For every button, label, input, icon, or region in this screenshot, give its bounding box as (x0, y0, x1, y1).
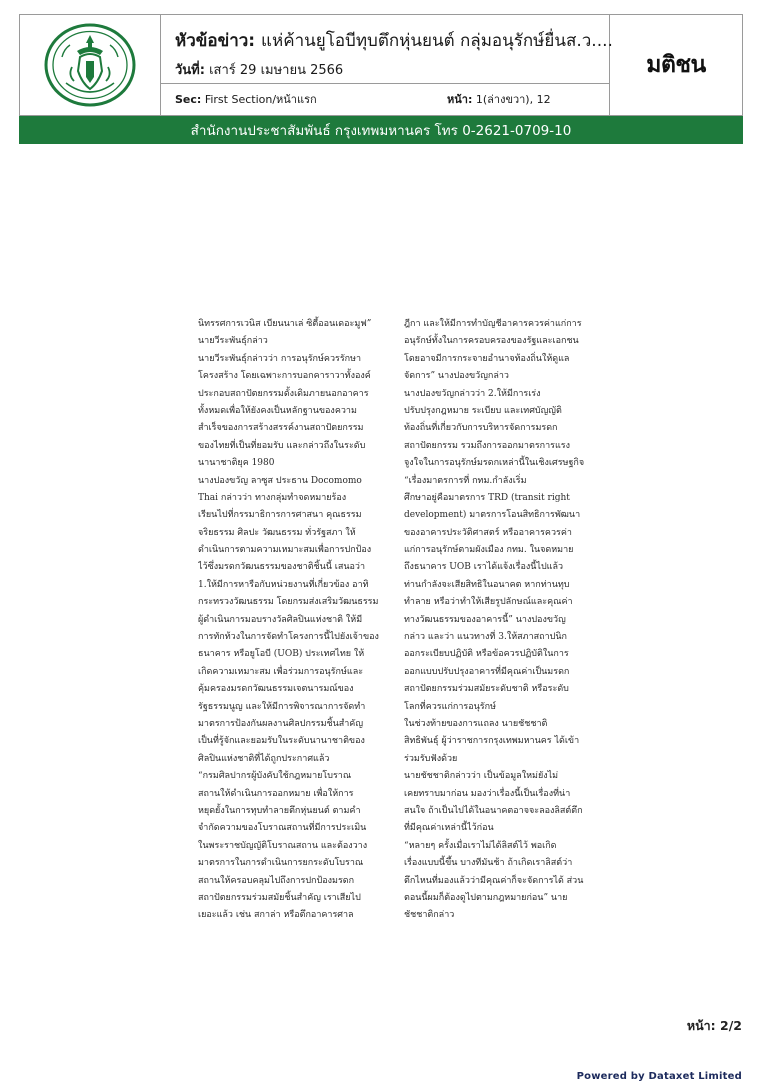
article-line: ในพระราชบัญญัติโบราณสถาน และต้องวาง (198, 840, 368, 851)
date-label: วันที่: (175, 63, 205, 78)
article-line: ชัชชาติกล่าว (404, 910, 455, 921)
article-line: นายวีระพันธุ์กล่าวว่า การอนุรักษ์ควรรักษา (198, 353, 362, 364)
article-line: “เรื่องมาตรการที่ กทม.กำลังเริ่ม (404, 475, 527, 486)
article-line: ท่านกำลังจะเสียสิทธิในอนาคต หากท่านทุบ (404, 579, 570, 590)
article-line: Thai กล่าวว่า ทางกลุ่มทำจดหมายร้อง (198, 492, 347, 503)
article-line: สนใจ ถ้าเป็นไปได้ในอนาคตอาจจะลองลิสต์ตึก (404, 805, 583, 816)
seal-cell (20, 15, 161, 115)
section-line (175, 90, 317, 108)
page-line (447, 90, 551, 108)
page-value: 1(ล่างขวา), 12 (475, 93, 551, 106)
clipping-header (19, 14, 743, 116)
article-line: ผู้ดำเนินการมอบรางวัลศิลปินแห่งชาติ ให้มี (198, 614, 363, 625)
article-line: ในช่วงท้ายของการแถลง นายชัชชาติ (404, 718, 548, 729)
article-line: สถานให้ดำเนินการออกหมาย เพื่อให้การ (198, 788, 354, 799)
article-line: นานาชาติยุค 1980 (198, 458, 275, 469)
article-line: 1.ให้มีการหารือกับหน่วยงานที่เกี่ยวข้อง อาทิ (198, 579, 369, 590)
article-line: ทางวัฒนธรรมของอาคารนี้” นางปองขวัญ (404, 614, 566, 625)
article-line: ที่มีคุณค่าเหล่านี้ไว้ก่อน (404, 823, 494, 834)
article-line: ไว้ซึ่งมรดกวัฒนธรรมของชาติชิ้นนี้ เสนอว่า (198, 562, 366, 573)
article-line: เกิดความเหมาะสม เพื่อร่วมการอนุรักษ์และ (198, 666, 364, 677)
article-line: “หลายๆ ครั้งเมื่อเราไม่ได้ลิสต์ไว้ พอเกิด (404, 840, 557, 851)
article-line: นายวีระพันธุ์กล่าว (198, 336, 268, 347)
article-line: สำเร็จของการสร้างสรรค์งานสถาปัตยกรรม (198, 423, 364, 434)
article-line: โลกที่ควรแก่การอนุรักษ์ (404, 701, 496, 712)
article-line: ออกแบบปรับปรุงอาคารที่มีคุณค่าเป็นมรดก (404, 666, 570, 677)
article-line: หยุดยั้งในการทุบทำลายตึกหุ่นยนต์ ตามคำ (198, 805, 361, 816)
page-indicator: หน้า: 2/2 (686, 1018, 742, 1033)
article-line: จัดการ” นางปองขวัญกล่าว (404, 371, 509, 382)
article-line: ศิลปินแห่งชาติที่ได้ถูกประกาศแล้ว (198, 753, 330, 764)
article-line: โดยอาจมีการกระจายอำนาจท้องถิ่นให้ดูแล (404, 353, 570, 364)
article-line: สิทธิพันธุ์ ผู้ว่าราชการกรุงเทพมหานคร ได้เข้า (404, 736, 580, 747)
headline-label: หัวข้อข่าว: (175, 31, 256, 51)
article-line: สถาปัตยกรรมร่วมสมัยชิ้นสำคัญ เราเสียไป (198, 892, 361, 903)
article-line: ปรับปรุงกฎหมาย ระเบียบ และเทศบัญญัติ (404, 405, 562, 416)
article-line: นิทรรศการเวนิส เบียนนาเล่ ซิตี้ออนเดอะมูฟ” (198, 319, 372, 329)
article-line: ธนาคาร หรือยูโอบี (UOB) ประเทศไทย ให้ (198, 649, 365, 660)
powered-by-credit: Powered by Dataxet Limited (576, 1071, 742, 1082)
article-line: นางปองขวัญ ลาซูส ประธาน Docomomo (198, 475, 362, 486)
article-line: ร่วมรับฟังด้วย (404, 753, 458, 764)
article-line: สถานให้ครอบคลุมไปถึงการปกป้องมรดก (198, 875, 355, 886)
publication-masthead: มติชน (646, 52, 706, 78)
article-line: โครงสร้าง โดยเฉพาะการบอกคาราวาทั้งองค์ (198, 371, 371, 382)
article-line: เคยทราบมาก่อน มองว่าเรื่องนี้เป็นเรื่องที่น่า (404, 788, 571, 799)
article-line: รัฐธรรมนูญ และให้มีการพิจารณาการจัดทำ (198, 701, 366, 712)
article-line: ตึกไหนที่มองแล้วว่ามีคุณค่าก็จะจัดการได้ ส่วน (404, 875, 584, 886)
clipping-info (161, 15, 613, 115)
article-line: เยอะแล้ว เช่น สกาล่า หรือตึกอาคารศาล (198, 910, 354, 921)
section-label: Sec: (175, 93, 202, 106)
headline-value: แห่ค้านยูโอบีทุบตึกหุ่นยนต์ กลุ่มอนุรักษ์ยื่นส.ว.... (261, 31, 613, 51)
article-line: คุ้มครองมรดกวัฒนธรรมเจตนารมณ์ของ (198, 684, 354, 695)
article-line: “กรมศิลปากรผู้บังคับใช้กฎหมายโบราณ (198, 771, 352, 782)
publication-logo-cell (610, 15, 742, 115)
article-line: อนุรักษ์ทั้งในการครอบครองของรัฐและเอกชน (404, 336, 579, 347)
article-line: ทั้งหมดเพื่อให้ยังคงเป็นหลักฐานของความ (198, 405, 357, 416)
article-line: ประกอบสถาปัตยกรรมดั้งเดิมภายนอกอาคาร (198, 388, 369, 399)
article-line: ออกระเบียบปฏิบัติ หรือข้อควรปฏิบัติในการ (404, 649, 569, 660)
page-label: หน้า: (447, 93, 473, 106)
article-line: มาตรการป้องกันผลงานศิลปกรรมชิ้นสำคัญ (198, 718, 363, 729)
bma-seal-icon (42, 21, 138, 109)
article-line: ถึงธนาคาร UOB เราได้แจ้งเรื่องนี้ไปแล้ว (404, 562, 564, 573)
article-line: จูงใจในการอนุรักษ์มรดกเหล่านี้ในเชิงเศรษฐกิจ (404, 458, 585, 469)
section-value: First Section/หน้าแรก (204, 93, 317, 106)
article-line: เรียนไปที่กรรมาธิการการศาสนา คุณธรรม (198, 510, 362, 521)
article-line: development) มาตรการโอนสิทธิการพัฒนา (404, 510, 581, 521)
info-divider (161, 83, 609, 84)
article-line: นายชัชชาติกล่าวว่า เป็นข้อมูลใหม่ยังไม่ (404, 771, 559, 782)
article-line: ทำลาย หรือว่าทำให้เสียรูปลักษณ์และคุณค่า (404, 597, 573, 608)
article-line: มาตรการในการดำเนินการยกระดับโบราณ (198, 858, 364, 869)
article-line: กล่าว และว่า แนวทางที่ 3.ให้สภาสถาปนิก (404, 632, 567, 643)
article-line: เรื่องแบบนี้ขึ้น บางทีมันช้า ถ้าเกิดเราลิสต์ว่า (404, 858, 573, 869)
article-line: กระทรวงวัฒนธรรม โดยกรมส่งเสริมวัฒนธรรม (198, 597, 379, 608)
article-line: นางปองขวัญกล่าวว่า 2.ให้มีการเร่ง (404, 388, 541, 399)
article-line: ของอาคารประวัติศาสตร์ หรืออาคารควรค่า (404, 527, 572, 538)
article-line: การทักท้วงในการจัดทำโครงการนี้ไปยังเจ้าของ (198, 632, 379, 643)
article-line: ศึกษาอยู่คือมาตรการ TRD (transit right (404, 492, 570, 503)
article-line: สถาปัตยกรรม รวมถึงการออกมาตรการแรง (404, 440, 571, 451)
headline (175, 27, 613, 54)
article-line: จำกัดความของโบราณสถานที่มีการประเมิน (198, 823, 367, 834)
article-line: ท้องถิ่นที่เกี่ยวกับการบริหารจัดการมรดก (404, 423, 558, 434)
article-clipping (198, 316, 592, 921)
article-line: แก่การอนุรักษ์ตามผังเมือง กทม. ในจดหมาย (404, 545, 574, 556)
article-column-left (198, 316, 386, 925)
article-column-right (404, 316, 592, 925)
date-value: เสาร์ 29 เมษายน 2566 (209, 63, 344, 78)
article-line: ตอนนี้ผมก็ต้องดูไปตามกฎหมายก่อน” นาย (404, 892, 568, 903)
article-line: จริยธรรม ศิลปะ วัฒนธรรม ทั่วรัฐสภา ให้ (198, 527, 356, 538)
article-line: ดำเนินการตามความเหมาะสมเพื่อการปกป้อง (198, 545, 372, 556)
article-line: สถาปัตยกรรมร่วมสมัยระดับชาติ หรือระดับ (404, 684, 569, 695)
agency-contact-bar: สำนักงานประชาสัมพันธ์ กรุงเทพมหานคร โทร 0-2621-0709-10 (19, 116, 743, 144)
article-line: ของไทยที่เป็นที่ยอมรับ และกล่าวถึงในระดับ (198, 440, 366, 451)
date-line (175, 59, 343, 80)
article-line: ฎีกา และให้มีการทำบัญชีอาคารควรค่าแก่การ (404, 319, 582, 329)
article-line: เป็นที่รู้จักและยอมรับในระดับนานาชาติของ (198, 736, 365, 747)
